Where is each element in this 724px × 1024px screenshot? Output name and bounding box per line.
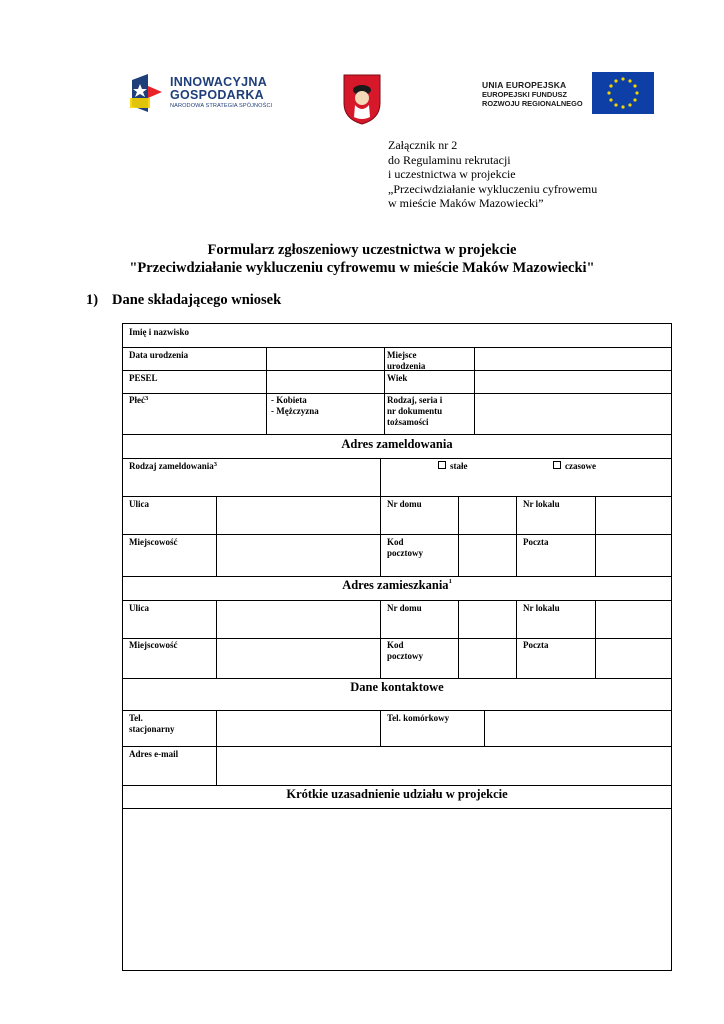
- label-registration-type-text: Rodzaj zameldowania: [129, 461, 214, 471]
- eu-flag-icon: [592, 72, 654, 114]
- option-temporary[interactable]: [553, 461, 596, 472]
- attachment-note: [388, 138, 597, 211]
- label-landline-1: Tel.: [129, 713, 143, 723]
- label-postal-code-2b: pocztowy: [387, 651, 423, 661]
- label-city-2: Miejscowość: [129, 640, 178, 650]
- registration-footnote: 3: [213, 461, 217, 468]
- option-male[interactable]: - Mężczyzna: [271, 406, 319, 416]
- sex-options: [271, 395, 319, 417]
- ig-logo-line1: INNOWACYJNA: [170, 75, 268, 89]
- checkbox-icon[interactable]: [438, 461, 446, 469]
- label-birth-place-1: Miejsce: [387, 350, 417, 360]
- label-birth-date: Data urodzenia: [129, 350, 189, 360]
- section-justification: Krótkie uzasadnienie udziału w projekcie: [286, 787, 508, 801]
- label-mobile: Tel. komórkowy: [387, 713, 450, 723]
- eu-logo-line2: EUROPEJSKI FUNDUSZ: [482, 90, 568, 99]
- section-residence-address-text: Adres zamieszkania: [342, 578, 449, 592]
- label-post-office-2: Poczta: [523, 640, 549, 650]
- title-line1: Formularz zgłoszeniowy uczestnictwa w projekcie: [207, 242, 517, 258]
- label-name: Imię i nazwisko: [129, 327, 190, 337]
- attachment-line3: i uczestnictwa w projekcie: [388, 167, 516, 181]
- attachment-line4: „Przeciwdziałanie wykluczeniu cyfrowemu: [388, 181, 598, 196]
- eu-logo-line3: ROZWOJU REGIONALNEGO: [482, 99, 583, 108]
- eu-fund-logo: [474, 70, 654, 116]
- label-house-no-2: Nr domu: [387, 603, 422, 613]
- eu-logo-line1: UNIA EUROPEJSKA: [482, 80, 567, 90]
- label-birth-place: [387, 350, 425, 372]
- label-landline-2: stacjonarny: [129, 724, 175, 734]
- attachment-line2: do Regulaminu rekrutacji: [388, 152, 511, 167]
- sex-footnote: 3: [145, 395, 149, 402]
- section-title: Dane składającego wniosek: [112, 292, 282, 308]
- label-id-document-1: Rodzaj, seria i: [387, 395, 443, 405]
- section-number: 1): [86, 292, 99, 308]
- ig-logo-icon: [130, 72, 164, 114]
- label-sex: [129, 395, 148, 406]
- label-house-no: Nr domu: [387, 499, 422, 509]
- crest-icon: [342, 73, 382, 125]
- label-flat-no-2: Nr lokalu: [523, 603, 560, 613]
- label-birth-place-2: urodzenia: [387, 361, 426, 371]
- label-postal-code-2: pocztowy: [387, 548, 423, 558]
- justification-field[interactable]: [123, 809, 671, 970]
- label-pesel: PESEL: [129, 373, 158, 383]
- title-line2: "Przeciwdziałanie wykluczeniu cyfrowemu w mieście Maków Mazowiecki": [129, 260, 595, 276]
- label-postal-code-1: Kod: [387, 537, 404, 547]
- section-contact: Dane kontaktowe: [350, 680, 444, 694]
- label-id-document-2: nr dokumentu: [387, 406, 443, 416]
- checkbox-icon[interactable]: [553, 461, 561, 469]
- section-registered-address: Adres zameldowania: [341, 437, 453, 451]
- label-sex-text: Płeć: [129, 395, 145, 405]
- page-title: [0, 241, 724, 277]
- label-post-office: Poczta: [523, 537, 549, 547]
- label-id-document: [387, 395, 442, 428]
- innowacyjna-gospodarka-logo: [130, 70, 275, 118]
- label-id-document-3: tożsamości: [387, 417, 429, 427]
- application-form: [122, 323, 672, 971]
- label-flat-no: Nr lokalu: [523, 499, 560, 509]
- label-street-2: Ulica: [129, 603, 149, 613]
- label-street: Ulica: [129, 499, 149, 509]
- option-temporary-label: czasowe: [565, 461, 596, 471]
- label-registration-type: [129, 461, 217, 472]
- option-permanent[interactable]: [438, 461, 468, 472]
- ig-logo-line2: GOSPODARKA: [170, 88, 264, 102]
- label-postal-code: [387, 537, 423, 559]
- attachment-line5: w mieście Maków Mazowiecki”: [388, 196, 544, 210]
- option-permanent-label: stałe: [450, 461, 468, 471]
- option-female[interactable]: - Kobieta: [271, 395, 307, 405]
- attachment-line1: Załącznik nr 2: [388, 138, 458, 152]
- label-landline: [129, 713, 175, 735]
- label-city: Miejscowość: [129, 537, 178, 547]
- label-postal-code-2a: Kod: [387, 640, 404, 650]
- label-email: Adres e-mail: [129, 749, 179, 759]
- section-residence-address: [123, 578, 671, 593]
- label-age: Wiek: [387, 373, 408, 383]
- ig-logo-line3: NARODOWA STRATEGIA SPÓJNOŚCI: [170, 103, 273, 109]
- label-postal-code-2: [387, 640, 423, 662]
- residence-footnote: 1: [448, 578, 452, 585]
- section-heading: [86, 292, 281, 309]
